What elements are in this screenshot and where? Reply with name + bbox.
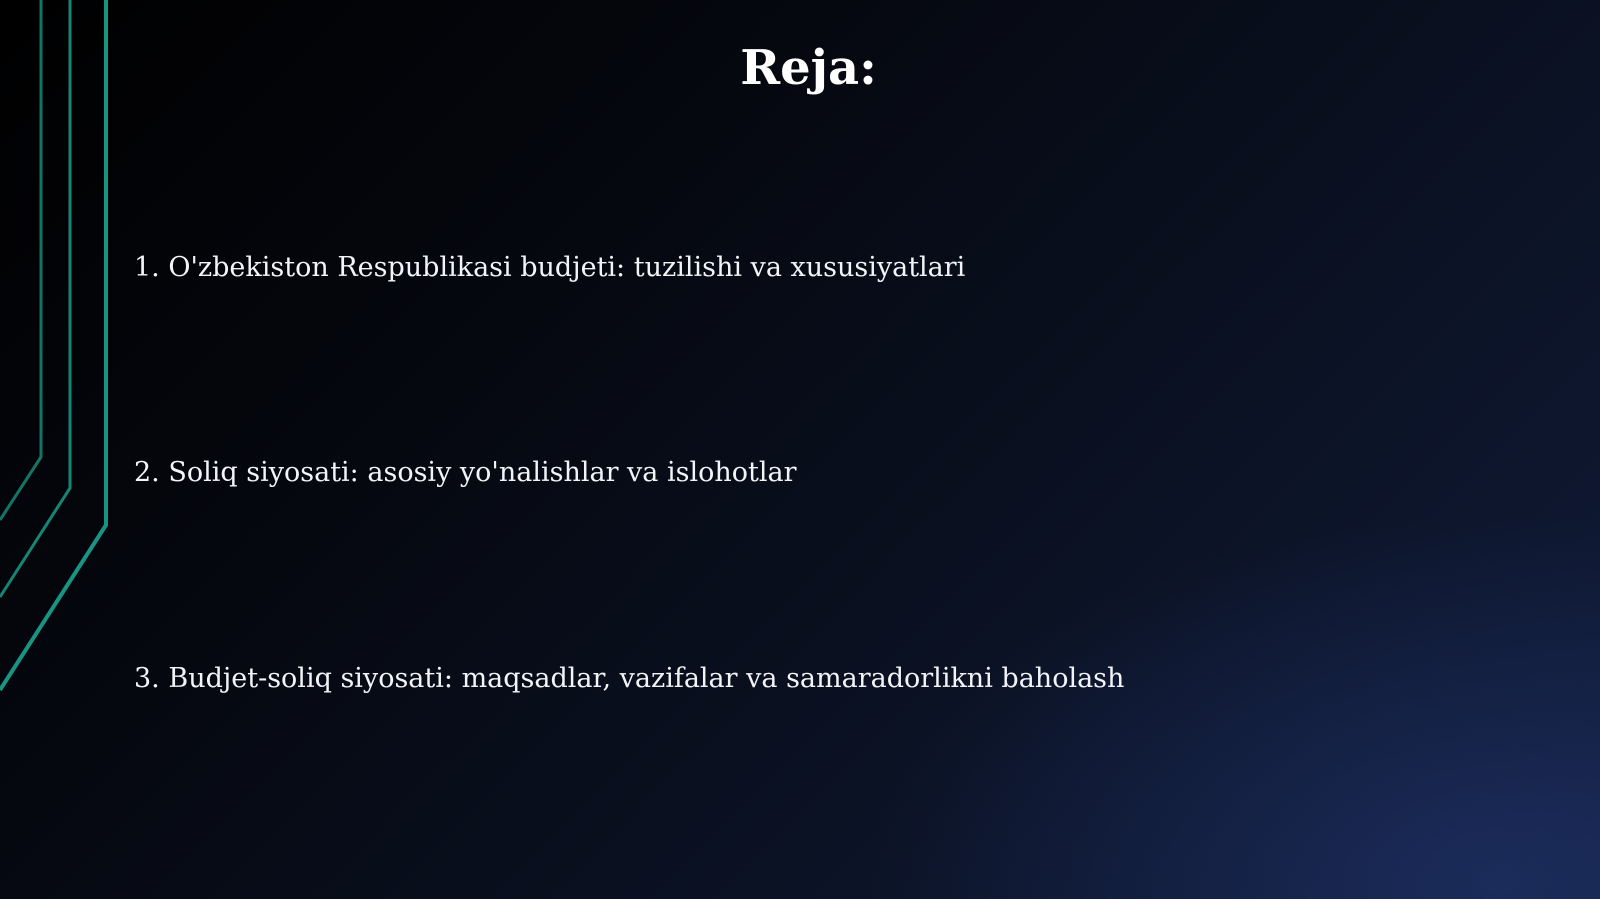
plan-item [134,252,965,284]
accent-line-outer [0,0,106,690]
decorative-accent-lines [0,0,120,899]
plan-item-number: 3. [134,663,160,694]
plan-item-number: 1. [134,252,160,283]
plan-item-text: Soliq siyosati: asosiy yo'nalishlar va islohotlar [168,457,797,488]
plan-item [134,663,1124,695]
plan-item-text: Budjet-soliq siyosati: maqsadlar, vazifalar va samaradorlikni baholash [168,663,1125,694]
plan-item [134,457,797,489]
plan-item-text: O'zbekiston Respublikasi budjeti: tuzilishi va xususiyatlari [168,252,966,283]
plan-item-number: 2. [134,457,160,488]
slide-title: Reja: [740,40,877,96]
